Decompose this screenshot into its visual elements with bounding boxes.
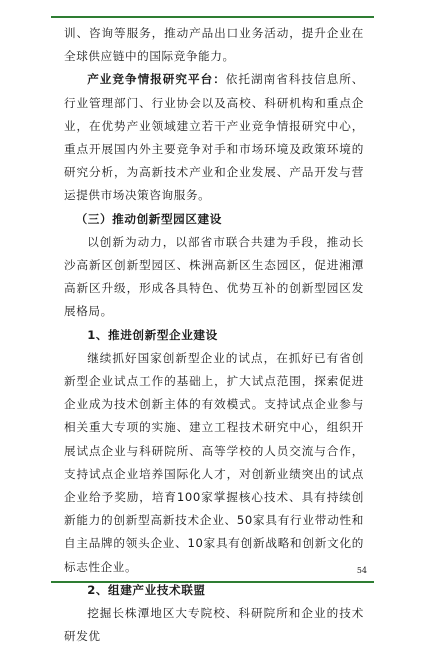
paragraph-continued: 训、咨询等服务，推动产品出口业务活动，提升企业在全球供应链中的国际竞争能力。 (64, 26, 364, 64)
paragraph-innovative-enterprises: 继续抓好国家创新型企业的试点，在抓好已有省创新型企业试点工作的基础上，扩大试点范围，探索促进企业成为技术创新主体的有效模式。支持试点企业参与相关重大专项的实施、建立工程技术研究中心，组织开展试点企业与科研院所、高等学校的人员交流与合作，支持试点企业培养国际化人才，对创新业绩突出的试点企业给予奖励，培育100家掌握核心技术、具有持续创新能力的创新型高新技术企业、50家具有行业带动性和自主品牌的领头企业、10家具有创新战略和创新文化的标志性企业。 (64, 350, 364, 574)
paragraph-park-construction: 以创新为动力，以部省市联合共建为手段，推动长沙高新区创新型园区、株洲高新区生态园区，促进湘潭高新区升级，形成各具特色、优势互补的创新型园区发展格局。 (64, 234, 364, 319)
paragraph-tech-alliance: 挖掘长株潭地区大专院校、科研院所和企业的技术研发优 (64, 606, 364, 644)
bottom-rule (51, 581, 374, 583)
section-heading: （三）推动创新型园区建设 (75, 211, 222, 226)
subsection-heading-1: 1、推进创新型企业建设 (87, 327, 218, 342)
platform-text: 依托湖南省科技信息所、行业管理部门、行业协会以及高校、科研机构和重点企业，在优势产业领域建立若干产业竞争情报研究中心，重点开展国内外主要竞争对手和市场环境及政策环境的研究分析，为高新技术产业和企业发展、产品开发与营运提供市场决策咨询服务。 (64, 72, 364, 203)
paragraph-intelligence-platform (64, 68, 364, 207)
top-rule (51, 16, 374, 18)
page-number: 54 (356, 566, 367, 575)
platform-label: 产业竞争情报研究平台： (87, 72, 226, 87)
page-body (64, 22, 364, 648)
subsection-heading-2: 2、组建产业技术联盟 (87, 582, 206, 597)
